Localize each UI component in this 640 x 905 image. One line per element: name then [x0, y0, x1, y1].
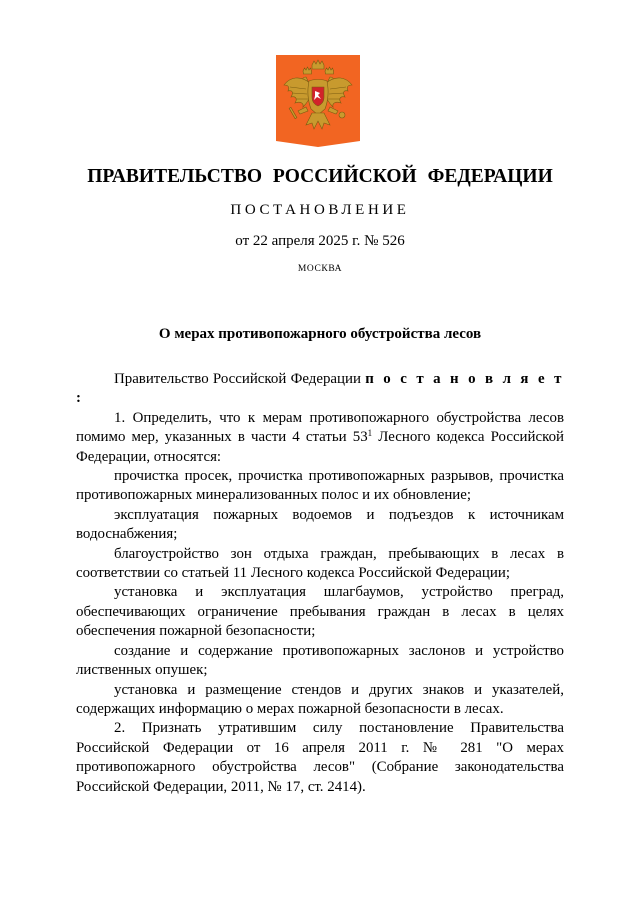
government-name: ПРАВИТЕЛЬСТВО РОССИЙСКОЙ ФЕДЕРАЦИИ: [87, 166, 553, 187]
measure-item: создание и содержание противопожарных заслонов и устройство лиственных опушек;: [76, 642, 564, 679]
document-subject: О мерах противопожарного обустройства лесов: [158, 326, 482, 342]
coat-of-arms-icon: [276, 55, 360, 147]
document-city: МОСКВА: [297, 264, 343, 274]
item-1-intro-b: Лесного кодекса Российской Федерации, относятся:: [76, 429, 564, 465]
measure-item: благоустройство зон отдыха граждан, пребывающих в лесах в соответствии со статьей 11 Лесного кодекса Российской Федерации;: [76, 545, 564, 582]
item-1-intro-a: 1. Определить, что к мерам противопожарного обустройства лесов помимо мер, указанных в части 4 статьи 53: [76, 409, 564, 446]
document-date-number: от 22 апреля 2025 г. № 526: [235, 233, 405, 249]
measure-item: установка и размещение стендов и других знаков и указателей, содержащих информацию о мерах пожарной безопасности в лесах.: [76, 681, 564, 717]
decree-word: п о с т а н о в л я е т :: [76, 371, 564, 407]
measure-item: прочистка просек, прочистка противопожарных разрывов, прочистка противопожарных минерализованных полос и их обновление;: [76, 468, 564, 504]
item-2-paragraph: 2. Признать утратившим силу постановление Правительства Российской Федерации от 16 апреля 2011 г. № 281 "О мерах противопожарного обустройства лесов" (Собрание законодательства Российской Федерации, 2011, № 17, ст. 2414).: [76, 720, 564, 795]
preamble-text: Правительство Российской Федерации: [114, 371, 361, 387]
document-body: [76, 370, 564, 797]
measure-item: установка и эксплуатация шлагбаумов, устройство преград, обеспечивающих ограничение пребывания граждан в лесах в целях обеспечения пожарной безопасности;: [76, 584, 564, 640]
article-superscript: 1: [367, 428, 373, 439]
preamble-paragraph: [76, 370, 564, 409]
item-1-paragraph: [76, 409, 564, 467]
measure-item: эксплуатация пожарных водоемов и подъездов к источникам водоснабжения;: [76, 506, 564, 543]
document-type: ПОСТАНОВЛЕНИЕ: [230, 202, 410, 218]
